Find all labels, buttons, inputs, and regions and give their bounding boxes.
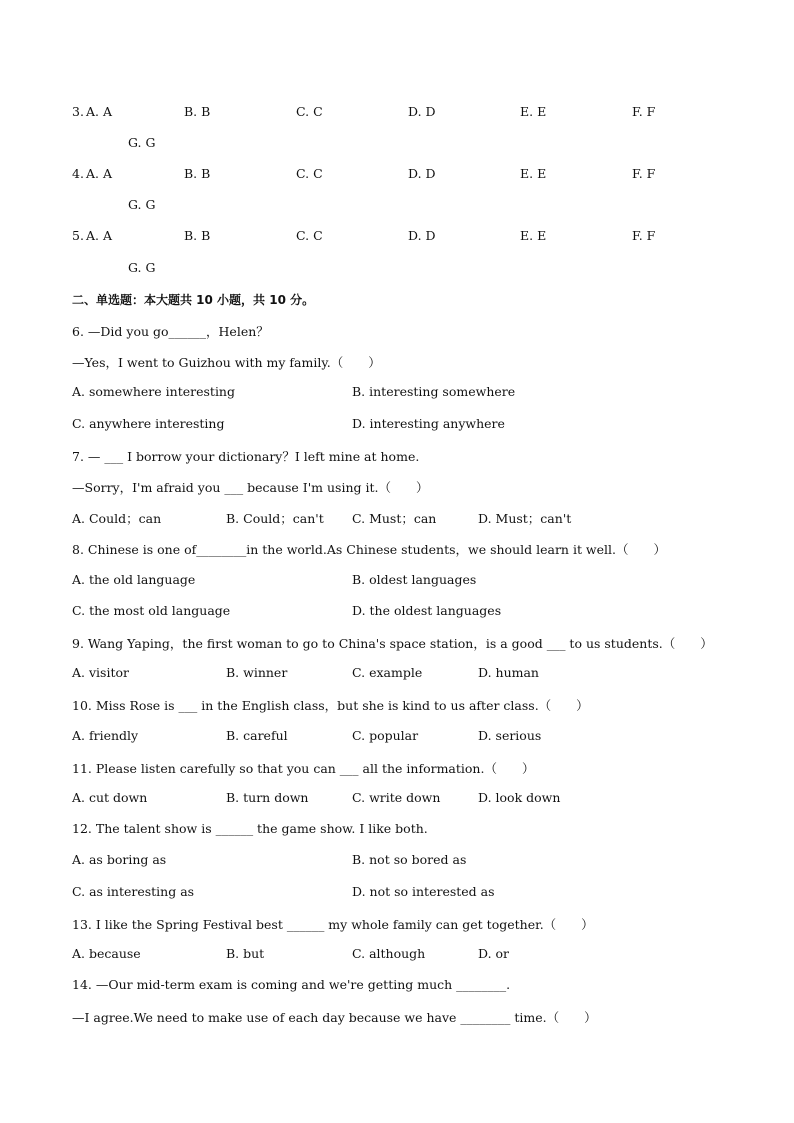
option-a: A. because: [72, 946, 141, 961]
matching-q3-extra: [0, 135, 794, 155]
option-c: C. as interesting as: [72, 884, 195, 899]
question-7-options: [0, 509, 794, 529]
option-c: C. the most old language: [72, 603, 231, 618]
option-f: F. F: [632, 166, 656, 181]
option-d: D. or: [478, 946, 510, 961]
option-b: B. careful: [226, 728, 288, 743]
question-text: 11. Please listen carefully so that you can ___ all the information.（ ）: [72, 761, 535, 776]
matching-q5-options: [0, 228, 794, 248]
option-c: C. although: [352, 946, 426, 961]
question-text: 10. Miss Rose is ___ in the English class，but she is kind to us after class.（ ）: [72, 698, 589, 713]
question-text: 12. The talent show is ______ the game show. I like both.: [72, 821, 428, 836]
option-d: D. interesting anywhere: [352, 416, 505, 431]
option-a: A. A: [86, 228, 113, 243]
option-a: A. somewhere interesting: [72, 384, 235, 399]
option-b: B. B: [184, 228, 211, 243]
question-text: 14. —Our mid-term exam is coming and we're getting much ________.: [72, 977, 511, 992]
question-10-stem: [0, 696, 794, 716]
option-d: D. human: [478, 665, 539, 680]
section-heading: [0, 291, 794, 311]
matching-q4-options: [0, 166, 794, 186]
option-a: A. cut down: [72, 790, 148, 805]
question-8-stem: [0, 540, 794, 560]
option-b: B. turn down: [226, 790, 309, 805]
question-text: 13. I like the Spring Festival best ______ my whole family can get together.（ ）: [72, 917, 594, 932]
option-c: C. example: [352, 665, 423, 680]
option-d: D. D: [408, 228, 436, 243]
question-7-stem: [0, 447, 794, 467]
question-number: 3.: [72, 104, 84, 119]
question-12-options-row2: [0, 884, 794, 904]
option-a: A. A: [86, 166, 113, 181]
question-14-reply: [0, 1008, 794, 1028]
option-b: B. oldest languages: [352, 572, 477, 587]
option-b: B. but: [226, 946, 265, 961]
option-e: E. E: [520, 228, 547, 243]
option-a: A. A: [86, 104, 113, 119]
option-d: D. serious: [478, 728, 542, 743]
question-6-options-row2: [0, 416, 794, 436]
option-a: A. the old language: [72, 572, 196, 587]
question-11-stem: [0, 759, 794, 779]
option-d: D. the oldest languages: [352, 603, 502, 618]
question-text: 6. —Did you go______，Helen？: [72, 324, 269, 339]
matching-q4-extra: [0, 197, 794, 217]
option-c: C. C: [296, 104, 323, 119]
option-g: G. G: [128, 197, 156, 212]
option-a: A. visitor: [72, 665, 129, 680]
question-text: 9. Wang Yaping，the first woman to go to China's space station，is a good ___ to us students.（ ）: [72, 636, 713, 651]
question-text: 7. — ___ I borrow your dictionary？I left mine at home.: [72, 449, 420, 464]
matching-q5-extra: [0, 260, 794, 280]
option-g: G. G: [128, 260, 156, 275]
option-c: C. C: [296, 228, 323, 243]
option-e: E. E: [520, 104, 547, 119]
option-b: B. B: [184, 104, 211, 119]
option-e: E. E: [520, 166, 547, 181]
option-d: D. not so interested as: [352, 884, 495, 899]
question-10-options: [0, 728, 794, 748]
section-heading-text: 二、单选题：本大题共 10 小题，共 10 分。: [72, 293, 315, 307]
option-c: C. anywhere interesting: [72, 416, 225, 431]
option-d: D. look down: [478, 790, 561, 805]
option-a: A. Could；can: [72, 511, 162, 526]
question-14-stem: [0, 977, 794, 997]
question-12-options-row1: [0, 852, 794, 872]
question-6-options-row1: [0, 384, 794, 404]
option-d: D. Must；can't: [478, 511, 572, 526]
option-c: C. C: [296, 166, 323, 181]
option-b: B. not so bored as: [352, 852, 467, 867]
option-a: A. as boring as: [72, 852, 167, 867]
question-13-options: [0, 946, 794, 966]
question-6-reply: [0, 353, 794, 373]
matching-q3-options: [0, 104, 794, 124]
option-c: C. write down: [352, 790, 441, 805]
question-number: 5.: [72, 228, 84, 243]
question-text: —Sorry，I'm afraid you ___ because I'm using it.（ ）: [72, 480, 429, 495]
option-f: F. F: [632, 228, 656, 243]
question-8-options-row1: [0, 572, 794, 592]
option-g: G. G: [128, 135, 156, 150]
question-11-options: [0, 790, 794, 810]
option-b: B. Could；can't: [226, 511, 324, 526]
option-b: B. winner: [226, 665, 288, 680]
option-d: D. D: [408, 104, 436, 119]
question-12-stem: [0, 821, 794, 841]
question-text: —I agree.We need to make use of each day because we have ________ time.（ ）: [72, 1010, 597, 1025]
question-number: 4.: [72, 166, 84, 181]
question-13-stem: [0, 915, 794, 935]
option-a: A. friendly: [72, 728, 139, 743]
question-7-reply: [0, 478, 794, 498]
option-b: B. B: [184, 166, 211, 181]
question-text: —Yes，I went to Guizhou with my family.（ ）: [72, 355, 381, 370]
question-9-options: [0, 665, 794, 685]
option-d: D. D: [408, 166, 436, 181]
option-c: C. popular: [352, 728, 419, 743]
option-f: F. F: [632, 104, 656, 119]
question-8-options-row2: [0, 603, 794, 623]
question-6-stem: [0, 322, 794, 342]
question-9-stem: [0, 634, 794, 654]
option-c: C. Must；can: [352, 511, 437, 526]
question-text: 8. Chinese is one of________in the world.As Chinese students，we should learn it well.（ ）: [72, 542, 667, 557]
option-b: B. interesting somewhere: [352, 384, 516, 399]
